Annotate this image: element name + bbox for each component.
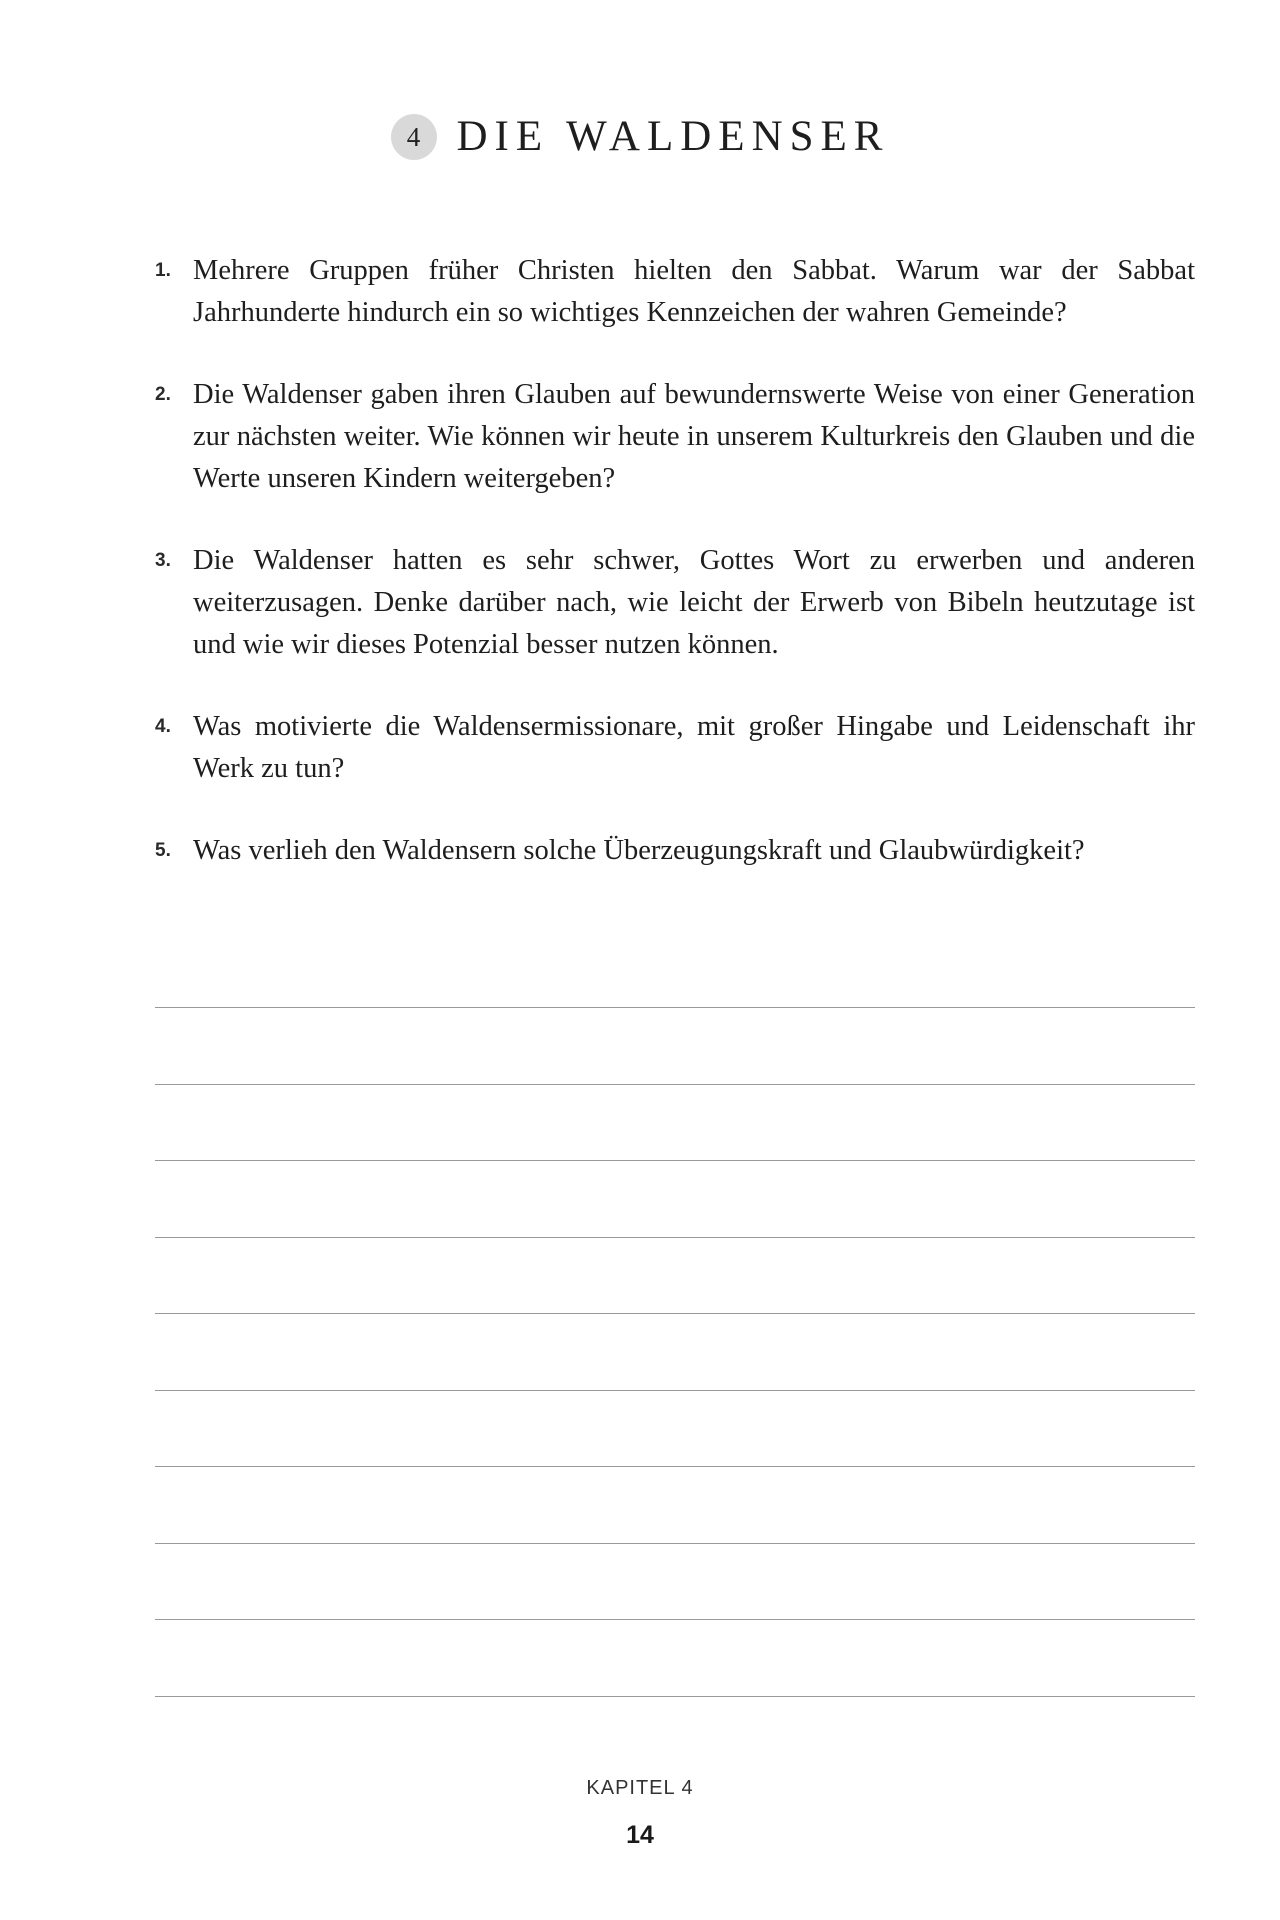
answer-line (155, 1696, 1195, 1697)
question-item (155, 706, 1195, 790)
answer-line (155, 1466, 1195, 1467)
question-text: Die Waldenser gaben ihren Glauben auf bewundernswerte Weise von einer Generation zur nächsten weiter. Wie können wir heute in unserem Kulturkreis den Glauben und die Werte unseren Kindern weitergeben? (193, 379, 1195, 494)
question-number: 2. (155, 384, 171, 405)
chapter-header (0, 112, 1280, 161)
answer-line (155, 1237, 1195, 1238)
question-list (155, 250, 1195, 912)
question-number: 4. (155, 716, 171, 737)
chapter-title: DIE WALDENSER (456, 113, 890, 160)
question-text: Die Waldenser hatten es sehr schwer, Gottes Wort zu erwerben und anderen weiterzusagen. Denke darüber nach, wie leicht der Erwerb von Bibeln heutzutage ist und wie wir dieses Potenzial besser nutzen können. (193, 545, 1195, 660)
question-number: 1. (155, 260, 171, 281)
answer-line (155, 1160, 1195, 1161)
chapter-number-badge: 4 (391, 114, 437, 160)
answer-line (155, 1084, 1195, 1085)
page-number: 14 (626, 1821, 654, 1849)
question-item (155, 830, 1195, 872)
footer-chapter-label: KAPITEL 4 (586, 1777, 694, 1799)
question-item (155, 250, 1195, 334)
answer-lines (155, 1007, 1195, 1772)
question-item (155, 374, 1195, 500)
answer-line (155, 1543, 1195, 1544)
question-text: Was verlieh den Waldensern solche Überzeugungskraft und Glaubwürdigkeit? (193, 835, 1085, 866)
answer-line (155, 1313, 1195, 1314)
question-item (155, 540, 1195, 666)
answer-line (155, 1619, 1195, 1620)
question-text: Was motivierte die Waldensermissionare, mit großer Hingabe und Leidenschaft ihr Werk zu tun? (193, 711, 1195, 784)
question-text: Mehrere Gruppen früher Christen hielten den Sabbat. Warum war der Sabbat Jahrhunderte hindurch ein so wichtiges Kennzeichen der wahren Gemeinde? (193, 255, 1195, 328)
question-number: 3. (155, 550, 171, 571)
answer-line (155, 1390, 1195, 1391)
answer-line (155, 1007, 1195, 1008)
question-number: 5. (155, 840, 171, 861)
